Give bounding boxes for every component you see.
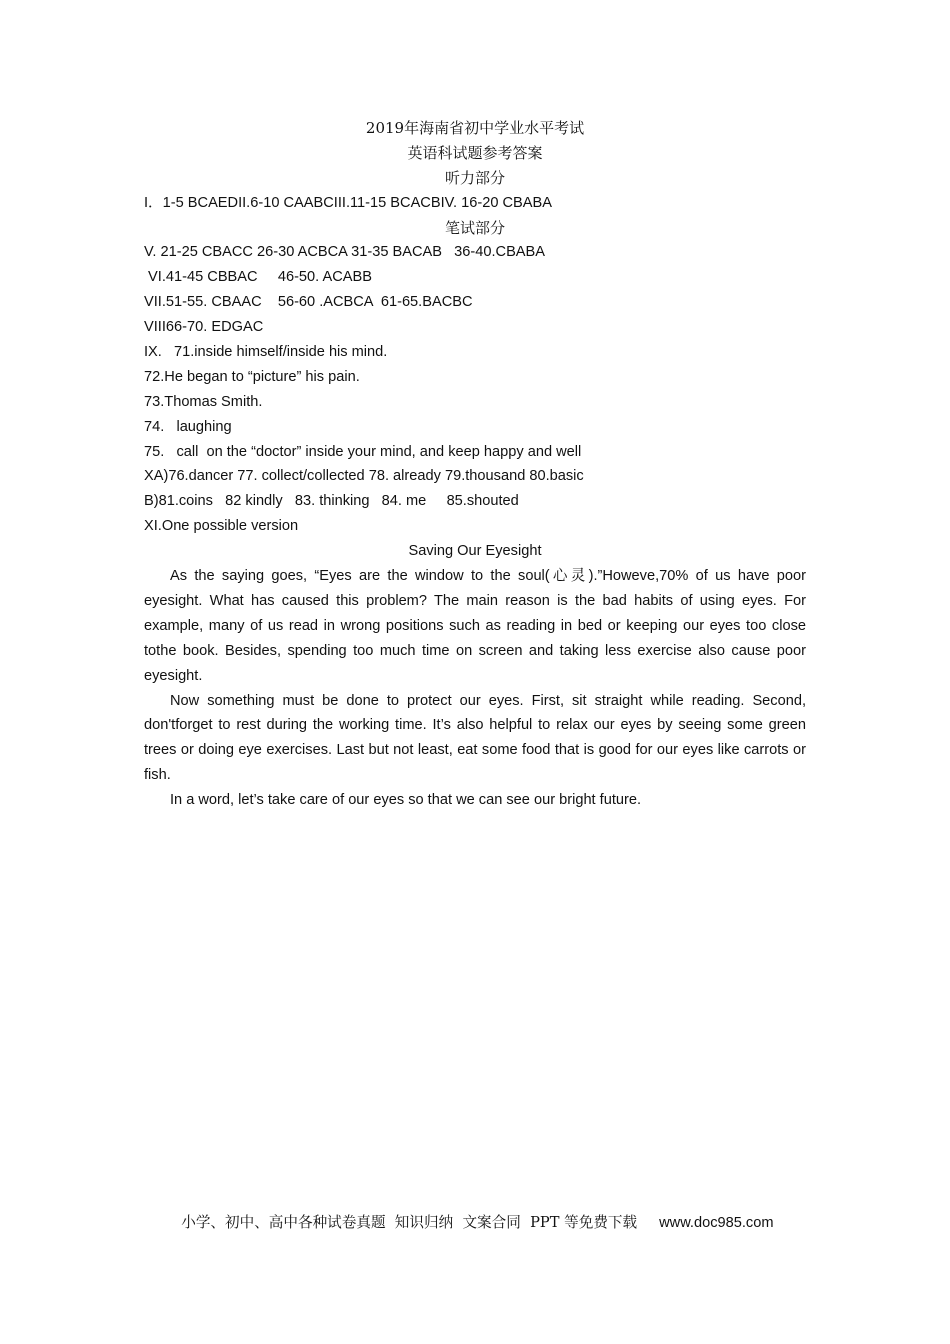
page-footer — [165, 1190, 805, 1256]
answers-section-VI: VI.41-45 CBBAC 46-50. ACABB — [144, 269, 372, 286]
answers-section-VII: VII.51-55. CBAAC 56-60 .ACBCA 61-65.BACBC — [144, 294, 473, 311]
answer-74: 74. laughing — [144, 418, 232, 435]
exam-title: 2019年海南省初中学业水平考试 — [365, 119, 585, 137]
exam-subtitle: 英语科试题参考答案 — [407, 143, 543, 162]
answers-section-IX: IX. 71.inside himself/inside his mind. — [144, 344, 388, 361]
answers-section-XA: XA)76.dancer 77. collect/collected 78. already 79.thousand 80.basic — [144, 468, 584, 485]
footer-url[interactable]: www.doc985.com — [659, 1215, 774, 1231]
answers-section-VIII: VIII66-70. EDGAC — [144, 319, 264, 336]
essay-paragraph-2: Now something must be done to protect our eyes. First, sit straight while reading. Second, don'tforget to rest during the working time. It’s also helpful to relax our eyes by seeing some green trees or doing eye exercises. Last but not least, eat some food that is good for our eyes like carrots or fish. — [144, 692, 806, 784]
answer-75: 75. call on the “doctor” inside your mind, and keep happy and well — [144, 443, 582, 460]
answers-section-V: V. 21-25 CBACC 26-30 ACBCA 31-35 BACAB 36-40.CBABA — [144, 244, 545, 261]
section-listening-heading: 听力部分 — [444, 168, 505, 187]
essay-paragraph-3: In a word, let’s take care of our eyes so that we can see our bright future. — [170, 792, 642, 809]
answers-section-XB: B)81.coins 82 kindly 83. thinking 84. me 85.shouted — [144, 493, 519, 510]
answers-section-XI: XI.One possible version — [144, 518, 299, 535]
answer-72: 72.He began to “picture” his pain. — [144, 368, 360, 385]
section-writing-heading: 笔试部分 — [444, 218, 505, 237]
footer-text: 小学、初中、高中各种试卷真题 知识归纳 文案合同 PPT 等免费下载 — [181, 1214, 638, 1231]
essay-paragraph-1: As the saying goes, “Eyes are the window to the soul(心灵).”Howeve,70% of us have poor eyesight. What has caused this problem? The main reason is the bad habits of using eyes. For example, many of us read in wrong positions such as reading in bed or keeping our eyes too close tothe book. Besides, spending too much time on screen and taking less exercise also cause poor eyesight. — [144, 568, 806, 684]
answer-73: 73.Thomas Smith. — [144, 393, 263, 410]
answer-key-content — [144, 116, 806, 813]
essay-title: Saving Our Eyesight — [408, 543, 542, 560]
answers-section-I: I．1-5 BCAEDII.6-10 CAABCIII.11-15 BCACBIV. 16-20 CBABA — [144, 194, 552, 211]
